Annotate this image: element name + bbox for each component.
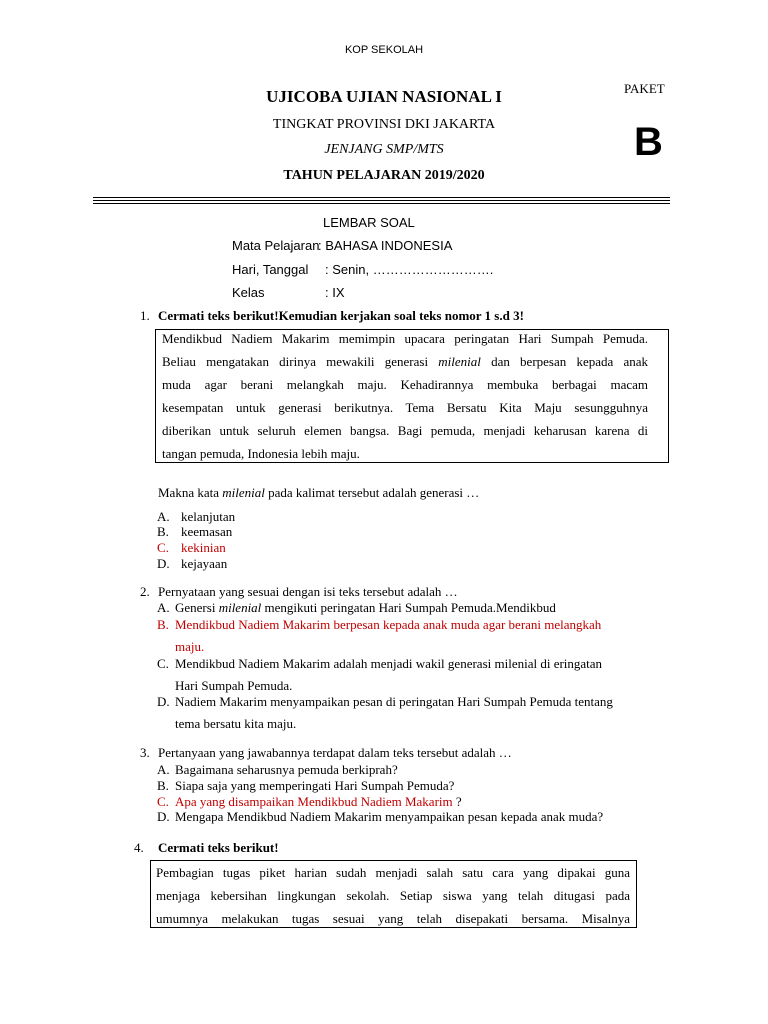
option-suffix: ?	[452, 794, 462, 809]
question-text: Pernyataan yang sesuai dengan isi teks tersebut adalah …	[158, 584, 458, 599]
field-value: : Senin, ……………………….	[325, 262, 494, 277]
option-continuation: tema bersatu kita maju.	[175, 716, 297, 731]
option-text: keemasan	[181, 524, 233, 539]
field-label: Hari, Tanggal	[232, 262, 309, 277]
option-label: B.	[157, 524, 169, 539]
question-number: 4.	[134, 840, 144, 855]
passage-line	[162, 445, 648, 463]
option-label: D.	[157, 809, 170, 824]
option-text: mengikuti peringatan Hari Sumpah Pemuda.Mendikbud	[261, 600, 556, 615]
option-text: Mendikbud Nadiem Makarim adalah menjadi wakil generasi milenial di eringatan	[175, 656, 603, 671]
question-keyword: milenial	[222, 485, 265, 500]
sheet-title: LEMBAR SOAL	[323, 215, 415, 230]
field-value: : IX	[325, 285, 345, 300]
option-text: Genersi	[175, 600, 219, 615]
passage-line	[162, 399, 648, 417]
field-label: Kelas	[232, 285, 265, 300]
passage-text-part: Mendikbud Nadiem Makarim memimpin upacara peringatan Hari Sumpah Pemuda.	[162, 331, 648, 346]
question-number: 1.	[140, 308, 150, 323]
answer-option	[157, 694, 613, 710]
option-text: Apa yang disampaikan Mendikbud Nadiem Makarim	[175, 794, 453, 809]
option-keyword: milenial	[218, 600, 262, 615]
answer-option	[157, 540, 226, 556]
option-continuation: maju.	[175, 639, 205, 654]
answer-option	[157, 556, 227, 572]
answer-option	[157, 617, 601, 633]
option-text: Bagaimana seharusnya pemuda berkiprah?	[175, 762, 398, 777]
answer-option	[157, 524, 232, 540]
kop-sekolah: KOP SEKOLAH	[344, 44, 424, 56]
field-value: : BAHASA INDONESIA	[318, 238, 453, 253]
passage-text-part: muda agar berani melangkah maju. Kehadirannya membuka berbagai macam	[162, 377, 648, 392]
question-text-part: pada kalimat tersebut adalah generasi …	[264, 485, 480, 500]
option-label: B.	[157, 617, 169, 632]
exam-title: UJICOBA UJIAN NASIONAL I	[266, 87, 502, 106]
answer-option	[157, 809, 603, 825]
passage-keyword: milenial	[438, 354, 481, 369]
answer-option	[157, 778, 454, 794]
question-text	[158, 485, 479, 501]
paket-label: PAKET	[624, 81, 665, 96]
passage-line	[162, 422, 648, 440]
answer-option	[157, 656, 602, 672]
question-number: 2.	[140, 584, 150, 599]
question-text-part: Makna kata	[158, 485, 223, 500]
option-text: Nadiem Makarim menyampaikan pesan di peringatan Hari Sumpah Pemuda tentang	[175, 694, 613, 709]
question-text: Pertanyaan yang jawabannya terdapat dalam teks tersebut adalah …	[158, 745, 512, 760]
option-label: B.	[157, 778, 169, 793]
field-label: Mata Pelajaran	[232, 238, 320, 253]
passage-box	[155, 329, 669, 463]
option-label: C.	[157, 794, 169, 809]
answer-option	[157, 762, 398, 778]
paket-letter: B	[634, 120, 663, 164]
question-number: 3.	[140, 745, 150, 760]
option-text: kelanjutan	[181, 509, 236, 524]
passage-text-part: Beliau mengatakan dirinya mewakili generasi	[162, 354, 439, 369]
option-text: Mengapa Mendikbud Nadiem Makarim menyampaikan pesan kepada anak muda?	[175, 809, 604, 824]
option-label: A.	[157, 509, 170, 524]
header-divider-bottom	[93, 203, 670, 204]
passage-line: menjaga kebersihan lingkungan sekolah. Setiap siswa yang telah ditugasi pada	[156, 888, 630, 903]
option-label: D.	[157, 694, 170, 709]
exam-subtitle-year: TAHUN PELAJARAN 2019/2020	[283, 168, 485, 183]
passage-line: umumnya melakukan tugas sesuai yang telah disepakati bersama. Misalnya	[156, 911, 630, 926]
question-instruction: Cermati teks berikut!	[158, 840, 279, 855]
option-label: D.	[157, 556, 170, 571]
passage-text-part: dan berpesan kepada anak	[480, 354, 648, 369]
option-label: A.	[157, 600, 170, 615]
option-continuation: Hari Sumpah Pemuda.	[175, 678, 293, 693]
question-instruction: Cermati teks berikut!Kemudian kerjakan soal teks nomor 1 s.d 3!	[158, 308, 524, 323]
option-label: C.	[157, 656, 169, 671]
option-label: A.	[157, 762, 170, 777]
passage-text-part: tangan pemuda, Indonesia lebih maju.	[162, 446, 360, 461]
option-text: kejayaan	[181, 556, 228, 571]
exam-subtitle-level: JENJANG SMP/MTS	[324, 142, 444, 157]
answer-option	[157, 794, 462, 810]
header-divider-top	[93, 197, 670, 198]
option-text: kekinian	[181, 540, 226, 555]
exam-subtitle-province: TINGKAT PROVINSI DKI JAKARTA	[272, 117, 496, 132]
passage-line	[162, 330, 648, 348]
passage-text-part: diberikan untuk seluruh elemen bangsa. Bagi pemuda, menjadi keharusan karena di	[162, 423, 648, 438]
header-divider-mid	[93, 200, 670, 201]
passage-line	[162, 353, 648, 371]
passage-text-part: kesempatan untuk generasi berikutnya. Tema Bersatu Kita Maju sesungguhnya	[162, 400, 648, 415]
option-label: C.	[157, 540, 169, 555]
answer-option	[157, 600, 556, 616]
passage-line	[162, 376, 648, 394]
option-text: Siapa saja yang memperingati Hari Sumpah Pemuda?	[175, 778, 455, 793]
option-text: Mendikbud Nadiem Makarim berpesan kepada anak muda agar berani melangkah	[175, 617, 602, 632]
answer-option	[157, 509, 235, 525]
passage-line: Pembagian tugas piket harian sudah menjadi salah satu cara yang dipakai guna	[156, 865, 630, 880]
